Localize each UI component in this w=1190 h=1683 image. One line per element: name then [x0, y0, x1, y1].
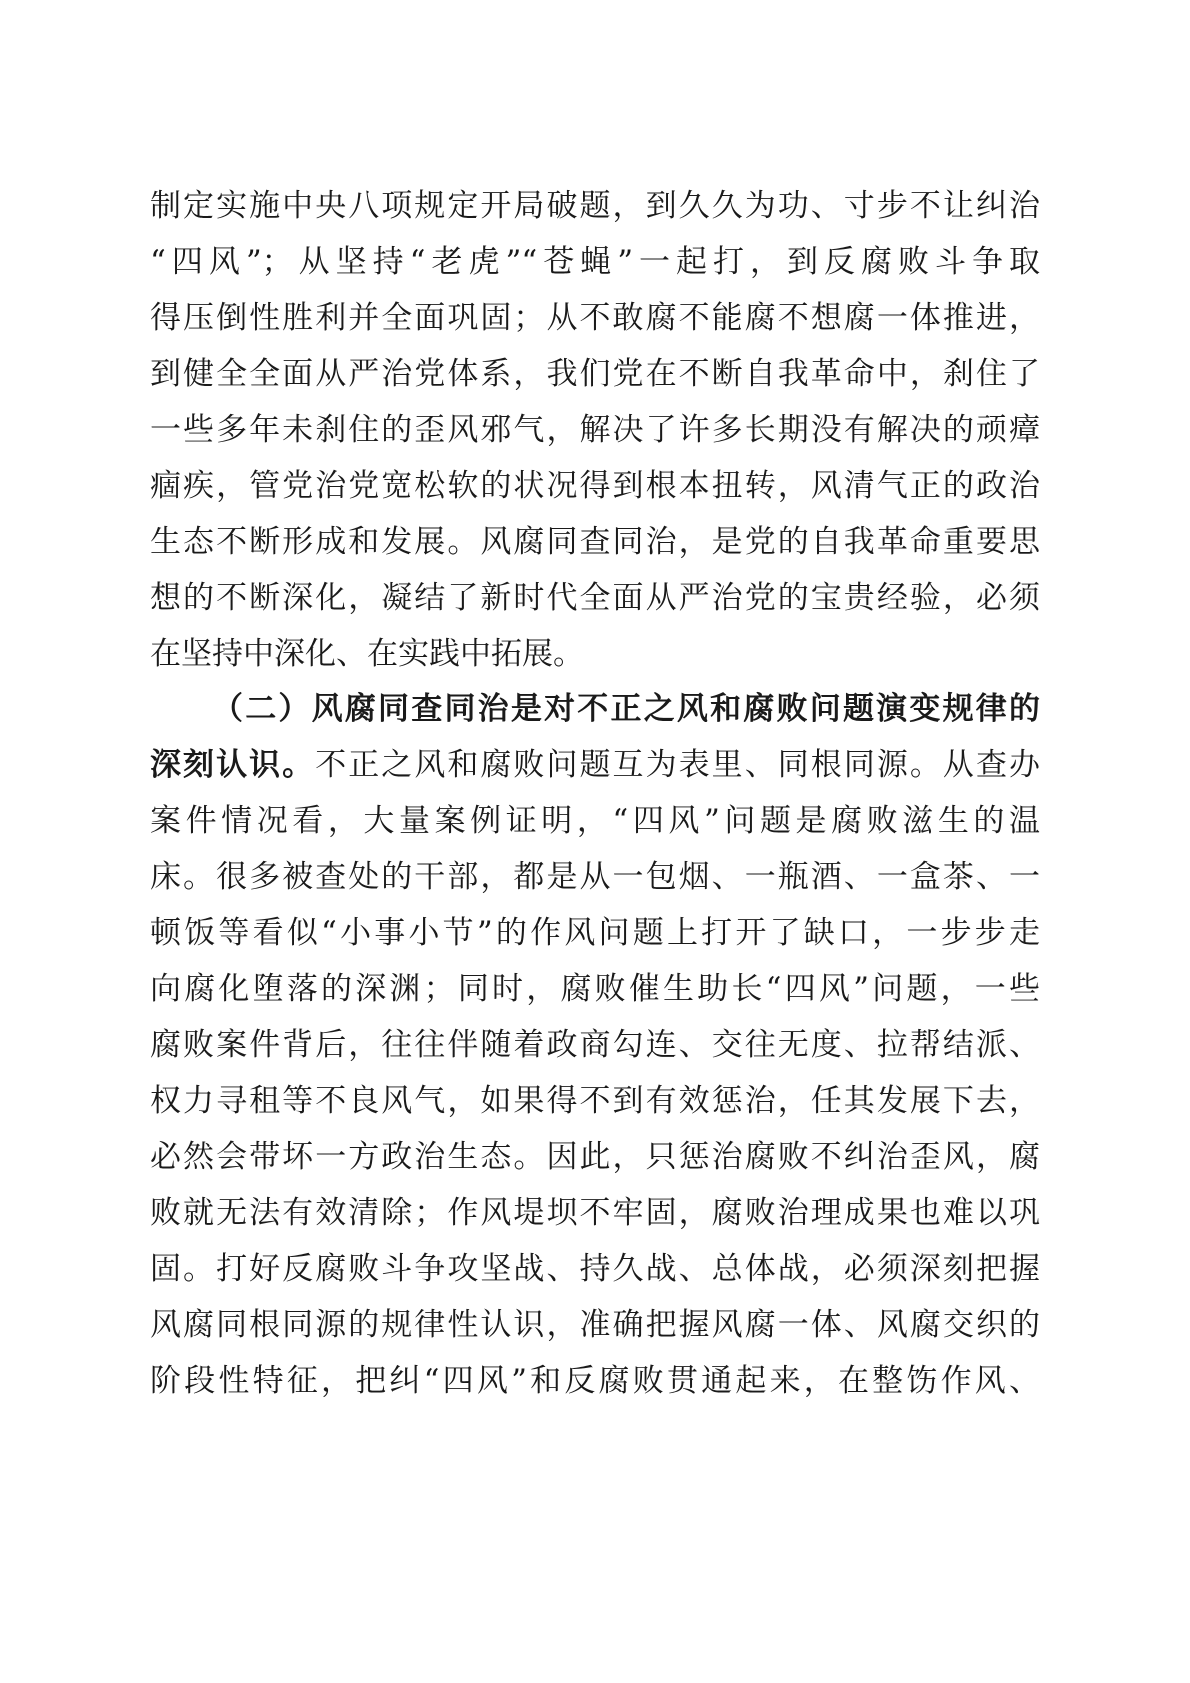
paragraph-1-line: 得压倒性胜利并全面巩固；从不敢腐不能腐不想腐一体推进，	[150, 300, 1040, 336]
paragraph-1-line: 生态不断形成和发展。风腐同查同治，是党的自我革命重要思	[150, 524, 1040, 560]
paragraph-1-line: 一些多年未刹住的歪风邪气，解决了许多长期没有解决的顽瘴	[150, 412, 1040, 448]
paragraph-1-line: 制定实施中央八项规定开局破题，到久久为功、寸步不让纠治	[150, 188, 1040, 224]
paragraph-2-line: 阶段性特征，把纠“四风”和反腐败贯通起来，在整饬作风、	[150, 1363, 1040, 1399]
paragraph-2-line: 风腐同根同源的规律性认识，准确把握风腐一体、风腐交织的	[150, 1307, 1040, 1343]
paragraph-1-line: 在坚持中深化、在实践中拓展。	[150, 636, 584, 672]
paragraph-2-line: 败就无法有效清除；作风堤坝不牢固，腐败治理成果也难以巩	[150, 1195, 1040, 1231]
paragraph-1	[150, 178, 1040, 682]
paragraph-1-line: 到健全全面从严治党体系，我们党在不断自我革命中，刹住了	[150, 356, 1040, 392]
paragraph-2-line: 向腐化堕落的深渊；同时，腐败催生助长“四风”问题，一些	[150, 971, 1040, 1007]
paragraph-2-text: 不正之风和腐败问题互为表里、同根同源。从查办	[315, 747, 1041, 783]
paragraph-2-line: 案件情况看，大量案例证明，“四风”问题是腐败滋生的温	[150, 803, 1040, 839]
paragraph-2-line: 权力寻租等不良风气，如果得不到有效惩治，任其发展下去，	[150, 1083, 1040, 1119]
paragraph-2	[150, 681, 1040, 1409]
paragraph-1-line: “四风”；从坚持“老虎”“苍蝇”一起打，到反腐败斗争取	[150, 244, 1040, 280]
paragraph-1-line: 想的不断深化，凝结了新时代全面从严治党的宝贵经验，必须	[150, 580, 1040, 616]
paragraph-2-line: 顿饭等看似“小事小节”的作风问题上打开了缺口，一步步走	[150, 915, 1040, 951]
paragraph-1-line: 痼疾，管党治党宽松软的状况得到根本扭转，风清气正的政治	[150, 468, 1040, 504]
paragraph-2-line	[150, 737, 1040, 793]
paragraph-2-line: 必然会带坏一方政治生态。因此，只惩治腐败不纠治歪风，腐	[150, 1139, 1040, 1175]
section-heading-tail: 深刻认识。	[150, 747, 316, 783]
paragraph-2-line: 固。打好反腐败斗争攻坚战、持久战、总体战，必须深刻把握	[150, 1251, 1040, 1287]
paragraph-2-line: 床。很多被查处的干部，都是从一包烟、一瓶酒、一盒茶、一	[150, 859, 1040, 895]
section-heading: （二）风腐同查同治是对不正之风和腐败问题演变规律的	[212, 691, 1040, 727]
paragraph-2-line: 腐败案件背后，往往伴随着政商勾连、交往无度、拉帮结派、	[150, 1027, 1040, 1063]
